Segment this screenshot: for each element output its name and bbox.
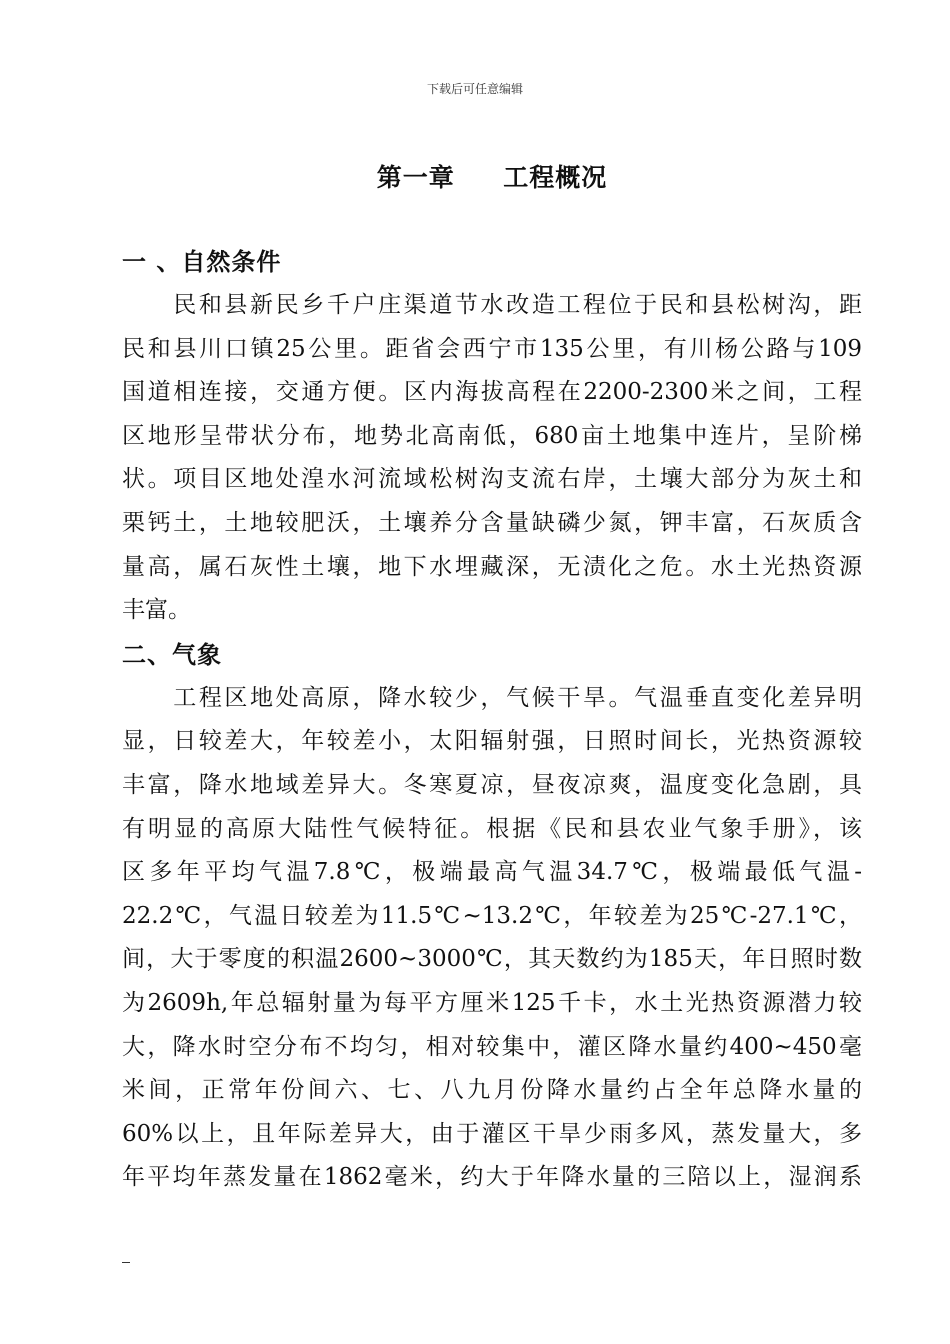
paragraph-line: 米间，正常年份间六、七、八九月份降水量约占全年总降水量的 — [122, 1077, 862, 1104]
section-heading: 二、气象 — [122, 639, 222, 669]
section-natural-conditions — [122, 240, 862, 633]
paragraph-line: 为2609h,年总辐射量为每平方厘米125千卡，水土光热资源潜力较 — [122, 989, 862, 1016]
paragraph-line: 年平均年蒸发量在1862毫米，约大于年降水量的三陪以上，湿润系 — [122, 1164, 862, 1191]
paragraph-line: 区地形呈带状分布，地势北高南低，680亩土地集中连片，呈阶梯 — [122, 422, 862, 449]
paragraph-line: 显，日较差大，年较差小，太阳辐射强，日照时间长，光热资源较 — [122, 728, 862, 755]
paragraph — [122, 677, 862, 1200]
paragraph-line: 22.2℃，气温日较差为11.5℃~13.2℃，年较差为25℃-27.1℃， — [122, 902, 862, 929]
section-heading: 一 、自然条件 — [122, 247, 282, 276]
paragraph-line: 栗钙土，土地较肥沃，土壤养分含量缺磷少氮，钾丰富，石灰质含 — [122, 509, 862, 536]
paragraph-line: 有明显的高原大陆性气候特征。根据《民和县农业气象手册》，该 — [122, 815, 862, 842]
paragraph-line: 民和县新民乡千户庄渠道节水改造工程位于民和县松树沟，距 — [122, 292, 862, 318]
paragraph-line: 区多年平均气温7.8℃，极端最高气温34.7℃，极端最低气温- — [122, 859, 862, 886]
paragraph-line: 国道相连接，交通方便。区内海拔高程在2200-2300米之间，工程 — [122, 379, 862, 406]
footer-dash — [122, 1262, 130, 1263]
section-meteorology — [122, 633, 862, 1200]
chapter-title: 第一章 工程概况 — [376, 163, 608, 192]
paragraph-line: 间，大于零度的积温2600~3000℃，其天数约为185天，年日照时数 — [122, 946, 862, 973]
paragraph-line: 丰富。 — [122, 597, 191, 624]
paragraph-line: 工程区地处高原，降水较少，气候干旱。气温垂直变化差异明 — [122, 684, 862, 711]
page-header-note: 下载后可任意编辑 — [426, 82, 523, 96]
paragraph-line: 大，降水时空分布不均匀，相对较集中，灌区降水量约400~450毫 — [122, 1033, 862, 1060]
paragraph — [122, 284, 862, 633]
paragraph-line: 60%以上，且年际差异大，由于灌区干旱少雨多风，蒸发量大，多 — [122, 1120, 862, 1147]
paragraph-line: 民和县川口镇25公里。距省会西宁市135公里，有川杨公路与109 — [122, 335, 862, 362]
paragraph-line: 量高，属石灰性土壤，地下水埋藏深，无渍化之危。水土光热资源 — [122, 553, 862, 580]
document-body — [122, 240, 862, 1200]
paragraph-line: 丰富，降水地域差异大。冬寒夏凉，昼夜凉爽，温度变化急剧，具 — [122, 771, 862, 798]
paragraph-line: 状。项目区地处湟水河流域松树沟支流右岸，土壤大部分为灰土和 — [122, 466, 862, 493]
